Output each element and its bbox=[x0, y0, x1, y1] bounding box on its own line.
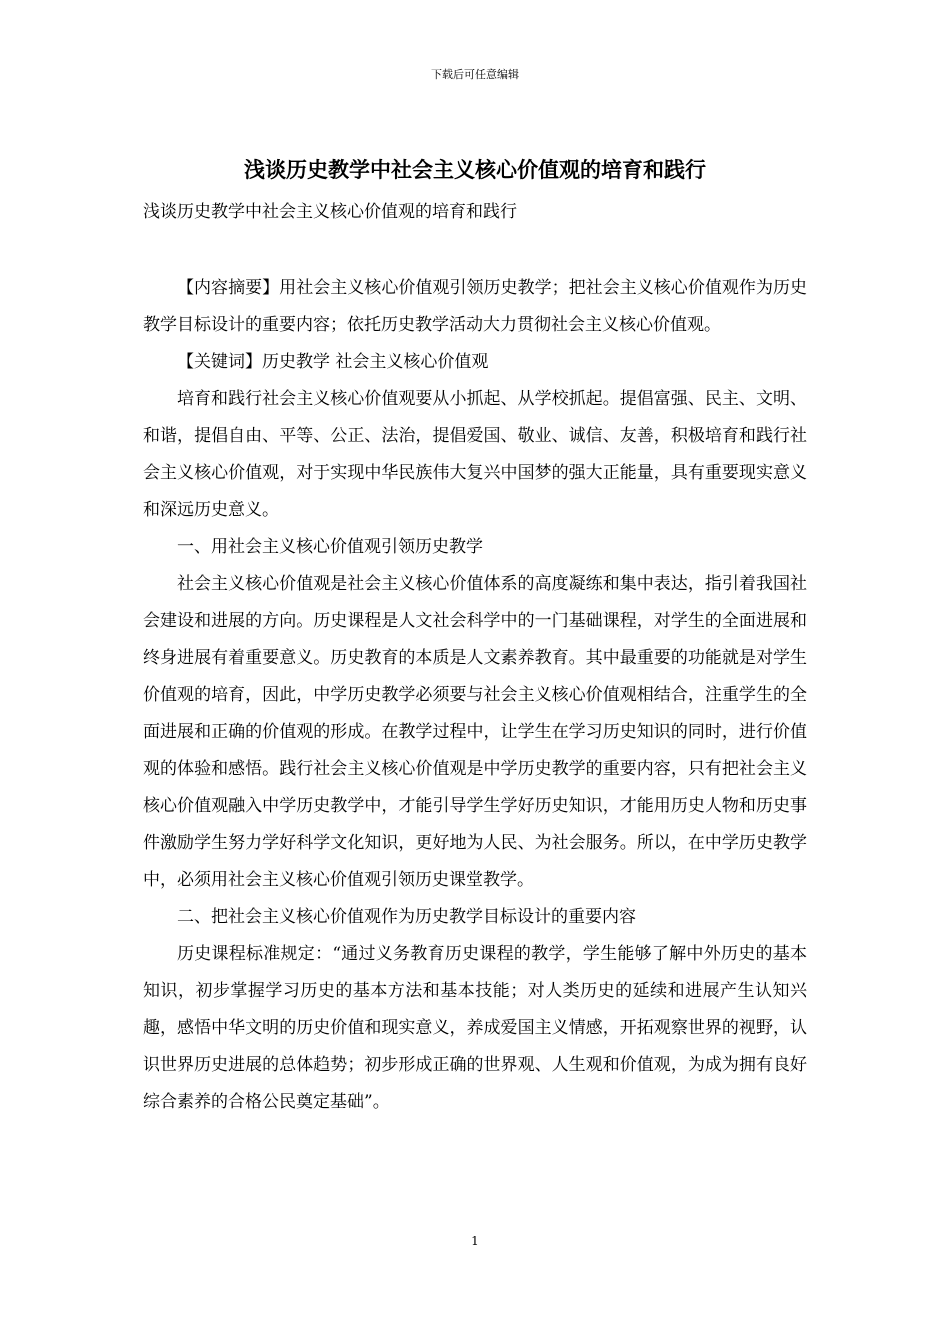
page-header-note: 下载后可任意编辑 bbox=[431, 68, 519, 81]
section-heading-2: 二、把社会主义核心价值观作为历史教学目标设计的重要内容 bbox=[177, 907, 636, 927]
section-1-paragraph: 社会主义核心价值观是社会主义核心价值体系的高度凝练和集中表达，指引着我国社会建设和进展的方向。历史课程是人文社会科学中的一门基础课程，对学生的全面进展和终身进展有着重要意义。历史教育的本质是人文素养教育。其中最重要的功能就是对学生价值观的培育，因此，中学历史教学必须要与社会主义核心价值观相结合，注重学生的全面进展和正确的价值观的形成。在教学过程中，让学生在学习历史知识的同时，进行价值观的体验和感悟。践行社会主义核心价值观是中学历史教学的重要内容，只有把社会主义核心价值观融入中学历史教学中，才能引导学生学好历史知识，才能用历史人物和历史事件激励学生努力学好科学文化知识，更好地为人民、为社会服务。所以，在中学历史教学中，必须用社会主义核心价值观引领历史课堂教学。 bbox=[143, 574, 807, 890]
document-subtitle: 浅谈历史教学中社会主义核心价值观的培育和践行 bbox=[143, 202, 517, 222]
document-title: 浅谈历史教学中社会主义核心价值观的培育和践行 bbox=[244, 157, 706, 182]
intro-paragraph: 培育和践行社会主义核心价值观要从小抓起、从学校抓起。提倡富强、民主、文明、和谐，提倡自由、平等、公正、法治，提倡爱国、敬业、诚信、友善，积极培育和践行社会主义核心价值观，对于实现中华民族伟大复兴中国梦的强大正能量，具有重要现实意义和深远历史意义。 bbox=[143, 389, 807, 520]
page-number: 1 bbox=[471, 1234, 479, 1248]
abstract-paragraph: 【内容摘要】用社会主义核心价值观引领历史教学；把社会主义核心价值观作为历史教学目标设计的重要内容；依托历史教学活动大力贯彻社会主义核心价值观。 bbox=[143, 278, 807, 335]
document-body bbox=[143, 270, 807, 1121]
section-2-paragraph: 历史课程标准规定：“通过义务教育历史课程的教学，学生能够了解中外历史的基本知识，初步掌握学习历史的基本方法和基本技能；对人类历史的延续和进展产生认知兴趣，感悟中华文明的历史价值和现实意义，养成爱国主义情感，开拓观察世界的视野，认识世界历史进展的总体趋势；初步形成正确的世界观、人生观和价值观，为成为拥有良好综合素养的合格公民奠定基础”。 bbox=[143, 944, 807, 1112]
keywords-paragraph: 【关键词】历史教学 社会主义核心价值观 bbox=[177, 352, 489, 372]
section-heading-1: 一、用社会主义核心价值观引领历史教学 bbox=[177, 537, 483, 557]
